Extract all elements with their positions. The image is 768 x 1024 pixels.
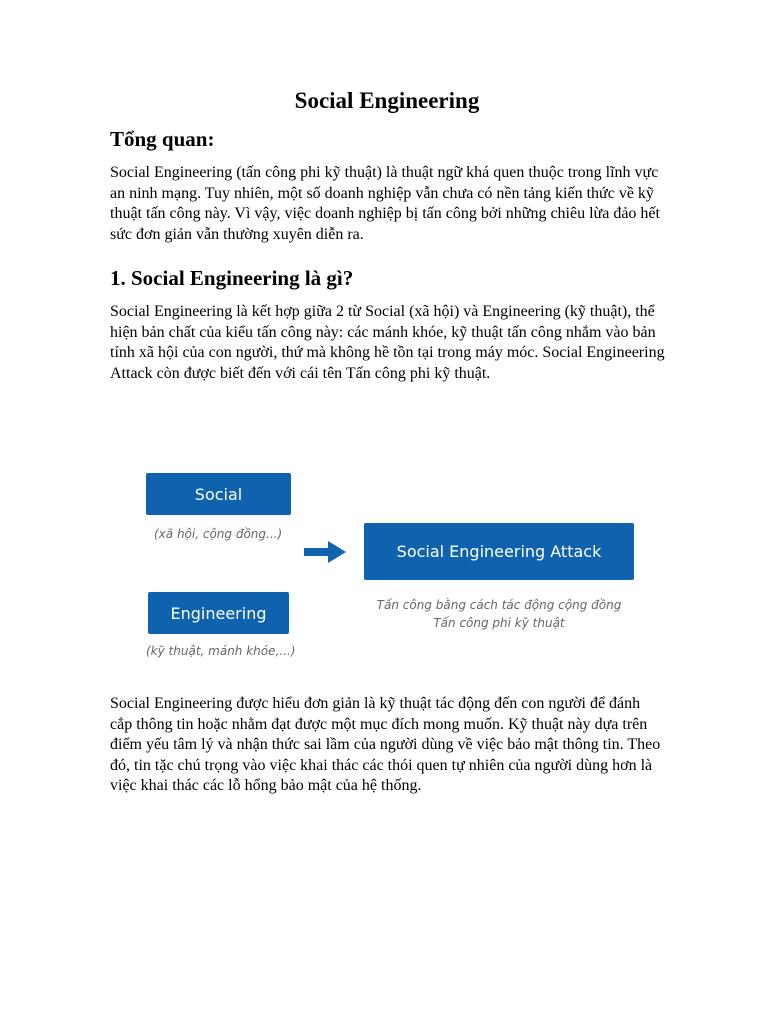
engineering-box [148, 592, 289, 634]
page-title: Social Engineering [294, 88, 480, 113]
right-arrow-icon [304, 540, 348, 564]
attack-desc-line-2: Tấn công phi kỹ thuật [433, 616, 565, 630]
section-paragraph-1: Social Engineering là kết hợp giữa 2 từ Social (xã hội) và Engineering (kỹ thuật), thể hiện bản chất của kiểu tấn công này: các mánh khóe, kỹ thuật tấn công nhắm vào bản tính xã hội của con người, thứ mà không hề tồn tại trong máy móc. Social Engineering Attack còn được biết đến với cái tên Tấn công phi kỹ thuật. [110, 303, 665, 382]
social-label: Social [194, 484, 243, 504]
attack-description [364, 596, 634, 632]
social-caption: (xã hội, cộng đồng...) [154, 527, 283, 541]
section-heading: 1. Social Engineering là gì? [110, 266, 354, 290]
attack-box [364, 523, 634, 580]
section-paragraph-2: Social Engineering được hiểu đơn giản là kỹ thuật tác động đến con người để đánh cắp thông tin hoặc nhằm đạt được một mục đích mong muốn. Kỹ thuật này dựa trên điểm yếu tâm lý và nhận thức sai lầm của người dùng về việc bảo mật thông tin. Theo đó, tin tặc chú trọng vào việc khai thác các thói quen tự nhiên của người dùng hơn là việc khai thác các lỗ hổng bảo mật của hệ thống. [110, 695, 661, 795]
social-box [146, 473, 291, 515]
overview-paragraph: Social Engineering (tấn công phi kỹ thuật) là thuật ngữ khá quen thuộc trong lĩnh vực an ninh mạng. Tuy nhiên, một số doanh nghiệp vẫn chưa có nền tảng kiến thức về kỹ thuật tấn công này. Vì vậy, việc doanh nghiệp bị tấn công bởi những chiêu lừa đảo hết sức đơn giản vẫn thường xuyên diễn ra. [110, 164, 660, 243]
overview-heading: Tổng quan: [110, 127, 215, 151]
social-engineering-diagram [140, 466, 640, 662]
attack-label: Social Engineering Attack [396, 542, 602, 561]
engineering-label: Engineering [170, 603, 267, 623]
engineering-caption: (kỹ thuật, mánh khóe,...) [146, 644, 296, 658]
attack-desc-line-1: Tấn công bằng cách tác động cộng đồng [376, 598, 622, 612]
